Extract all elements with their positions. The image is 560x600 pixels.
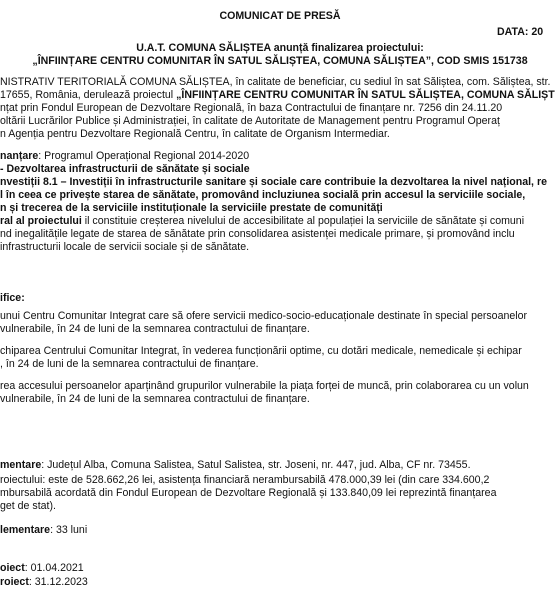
project-value-line-1: roiectului: este de 528.662,26 lei, asistența financiară nerambursabilă 478.000,39 lei (din care 334.600,2 — [0, 474, 490, 486]
start-value: : 01.04.2021 — [24, 562, 84, 574]
project-start — [0, 562, 84, 575]
general-objective-label: ral al proiectului — [0, 215, 82, 227]
objective-3-line-1: rea accesului persoanelor aparținând grupurilor vulnerabile la piața forței de muncă, prin colaborarea cu un volun — [0, 380, 529, 392]
objective-2-line-1: chiparea Centrului Comunitar Integrat, în vederea funcționării optime, cu dotări medicale, nemedicale și echipar — [0, 345, 522, 357]
intro-line-3: nțat prin Fondul European de Dezvoltare Regională, în baza Contractului de finanțare nr. 7256 din 24.11.20 — [0, 102, 503, 114]
financing-priority-line-2: l în ceea ce privește starea de sănătate, promovând incluziunea socială prin accesul la serviciile sociale, — [0, 189, 526, 201]
duration-label: lementare — [0, 524, 51, 536]
financing-priority-line-3: n și trecerea de la serviciile instituționale la serviciile prestate de comunități — [0, 202, 383, 214]
general-objective-line-2: nd inegalitățile legate de starea de sănătate prin consolidarea asistenței medicale primare, și promovând inclu — [0, 228, 515, 240]
start-label: oiect — [0, 562, 25, 574]
general-objective-text: il constituie creșterea nivelului de accesibilitate al populației la serviciile de sănătate și comuni — [81, 215, 525, 227]
objective-1-line-2: vulnerabile, în 24 de luni de la semnarea contractului de finanțare. — [0, 323, 310, 335]
intro-line-2 — [0, 89, 555, 102]
document-title: COMUNICAT DE PRESĂ — [219, 10, 341, 22]
project-name: „ÎNFIINȚARE CENTRU COMUNITAR ÎN SATUL SĂLIȘTEA, COMUNA SĂLIȘT — [176, 89, 555, 101]
document-date: DATA: 20 — [497, 26, 544, 38]
intro-line-1: NISTRATIV TERITORIALĂ COMUNA SĂLIȘTEA, în calitate de beneficiar, cu sediul în sat Săliștea, com. Săliștea, str. — [0, 76, 551, 88]
financing-source — [0, 150, 249, 163]
general-objective-line-1 — [0, 215, 524, 228]
implementation-place-label: mentare — [0, 459, 42, 471]
end-value: : 31.12.2023 — [28, 576, 88, 588]
intro-line-5: n Agenția pentru Dezvoltare Regională Centru, în calitate de Organism Intermediar. — [0, 128, 390, 140]
subtitle-line-1: U.A.T. COMUNA SĂLIȘTEA anunță finalizarea proiectului: — [136, 42, 424, 54]
implementation-place — [0, 459, 471, 472]
objective-1-line-1: unui Centru Comunitar Integrat care să ofere servicii medico-socio-educaționale destinate în special persoanelor — [0, 310, 528, 322]
financing-value: : Programul Operațional Regional 2014-2020 — [38, 150, 250, 162]
project-value-line-2: mbursabilă acordată din Fondul European de Dezvoltare Regională și 133.840,09 lei reprezintă finanțarea — [0, 487, 497, 499]
objective-3-line-2: vulnerabile, în 24 de luni de la semnarea contractului de finanțare. — [0, 393, 310, 405]
intro-line-2-text: 17655, România, derulează proiectul — [0, 89, 177, 101]
project-end — [0, 576, 88, 589]
financing-axis: - Dezvoltarea infrastructurii de sănătate și sociale — [0, 163, 250, 175]
duration-value: : 33 luni — [50, 524, 88, 536]
objective-2-line-2: , în 24 de luni de la semnarea contractului de finanțare. — [0, 358, 259, 370]
subtitle-line-2: „ÎNFIINȚARE CENTRU COMUNITAR ÎN SATUL SĂLIȘTEA, COMUNA SĂLIȘTEA”, COD SMIS 151738 — [32, 55, 528, 67]
end-label: roiect — [0, 576, 29, 588]
general-objective-line-3: infrastructurii locale de servicii sociale și de sănătate. — [0, 241, 250, 253]
financing-priority-line-1: nvestiții 8.1 – Investiții în infrastructurile sanitare și sociale care contribuie la dezvoltarea la nivel național, re — [0, 176, 547, 188]
project-value-line-3: get de stat). — [0, 500, 56, 512]
intro-line-4: oltării Lucrărilor Publice și Administrației, în calitate de Autoritate de Management pentru Programul Operaț — [0, 115, 500, 127]
implementation-place-value: : Județul Alba, Comuna Salistea, Satul Salistea, str. Joseni, nr. 447, jud. Alba, CF nr. 73455. — [41, 459, 471, 471]
specific-objectives-label: ifice: — [0, 292, 25, 304]
financing-label: nanțare — [0, 150, 39, 162]
implementation-duration — [0, 524, 87, 537]
